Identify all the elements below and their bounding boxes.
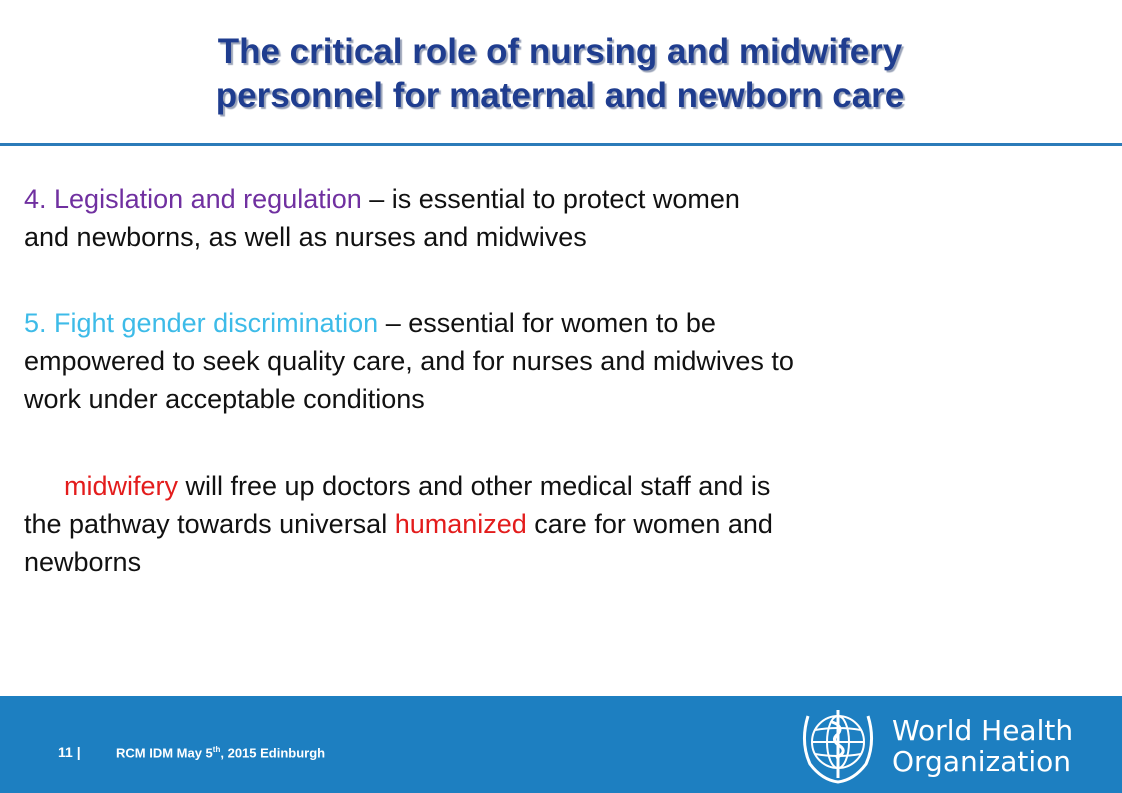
footer-event: RCM IDM May 5th, 2015 Edinburgh [116,745,326,761]
who-emblem-icon [792,704,884,786]
gender-heading: 5. Fight gender discrimination [24,308,379,338]
midwifery-text-3: newborns [24,547,142,577]
legislation-text-2: and newborns, as well as nurses and midwives [24,222,587,252]
who-wordmark [892,715,1073,777]
paragraph-legislation [24,180,1084,256]
midwifery-highlight: midwifery [64,471,179,501]
midwifery-text-2b: care for women and [526,509,773,539]
who-name-line-2: Organization [892,745,1072,778]
midwifery-text-2a: the pathway towards universal [24,509,395,539]
legislation-heading: 4. Legislation and regulation [24,184,362,214]
footer-bar [0,696,1122,793]
legislation-text-1: – is essential to protect women [361,184,740,214]
who-name-line-1: World Health [892,714,1074,747]
gender-text-2: empowered to seek quality care, and for nurses and midwives to [24,346,794,376]
title-line-2: personnel for maternal and newborn care [215,76,905,115]
title-divider [0,143,1122,146]
paragraph-gender [24,304,1084,418]
humanized-highlight: humanized [394,509,527,539]
gender-text-1: – essential for women to be [378,308,716,338]
slide-title [40,30,1080,118]
paragraph-midwifery [24,467,1084,581]
page-number: 11 | [58,744,81,760]
gender-text-3: work under acceptable conditions [24,384,425,414]
midwifery-text-1: will free up doctors and other medical staff and is [178,471,771,501]
title-line-1: The critical role of nursing and midwifery [217,32,903,71]
